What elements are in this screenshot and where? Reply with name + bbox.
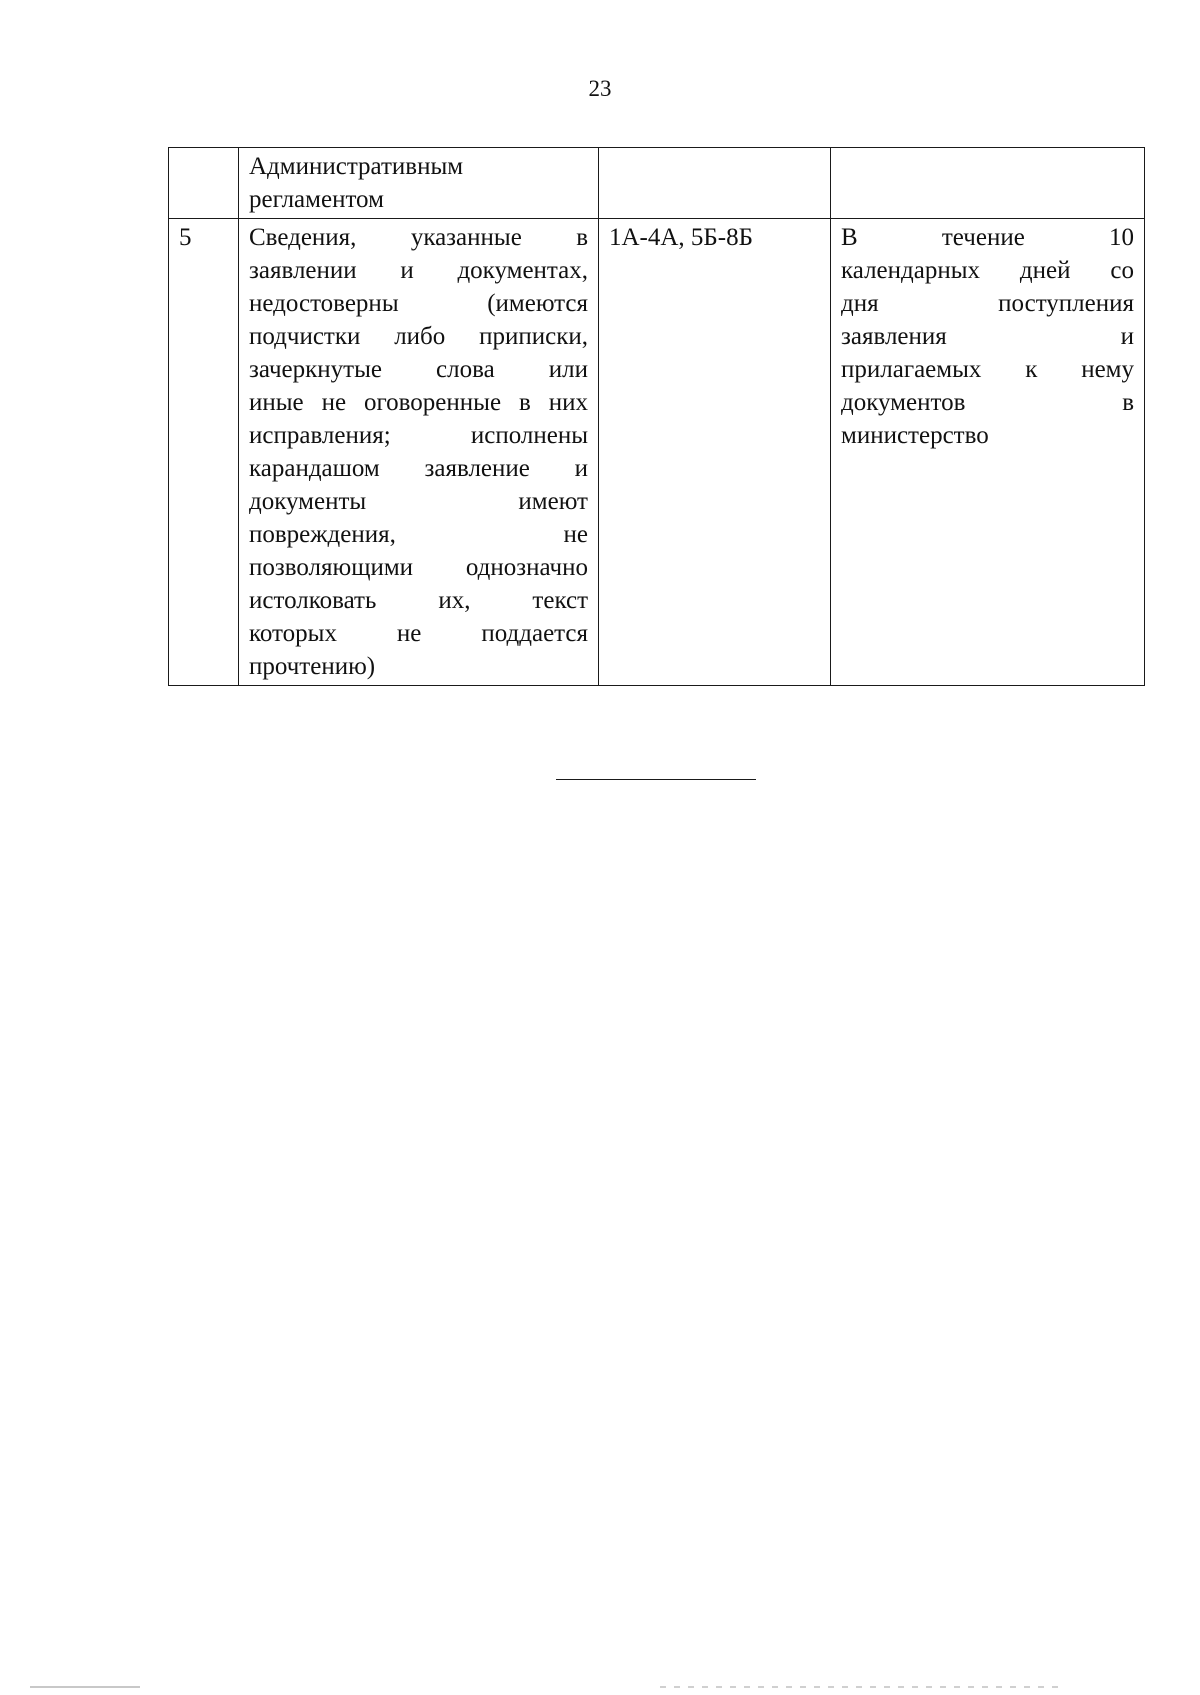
codes-cell: 1А-4А, 5Б-8Б — [599, 219, 831, 686]
condition-line: истолковать их, текст — [249, 587, 588, 614]
term-cell — [831, 219, 1145, 686]
table-row — [169, 148, 1145, 219]
condition-cell — [239, 219, 599, 686]
condition-line: исправления; исполнены — [249, 422, 588, 449]
document-table — [168, 147, 1145, 686]
condition-line: иные не оговоренные в них — [249, 389, 588, 416]
scan-artifact — [30, 1686, 140, 1688]
term-line: заявления и — [841, 323, 1134, 350]
condition-line: которых не поддается — [249, 620, 588, 647]
codes-cell — [599, 148, 831, 219]
condition-line: повреждения, не — [249, 521, 588, 548]
end-separator-line — [556, 779, 756, 780]
row-number-cell: 5 — [169, 219, 239, 686]
term-cell — [831, 148, 1145, 219]
term-line: В течение 10 — [841, 224, 1134, 251]
condition-cell — [239, 148, 599, 219]
condition-line: недостоверны (имеются — [249, 290, 588, 317]
scan-artifact — [660, 1686, 1060, 1688]
condition-line: зачеркнутые слова или — [249, 356, 588, 383]
condition-line: позволяющими однозначно — [249, 554, 588, 581]
condition-line: Сведения, указанные в — [249, 224, 588, 251]
condition-line: заявлении и документах, — [249, 257, 588, 284]
condition-line: подчистки либо приписки, — [249, 323, 588, 350]
condition-line: регламентом — [249, 186, 384, 213]
condition-line: карандашом заявление и — [249, 455, 588, 482]
condition-line: Административным — [249, 153, 464, 180]
term-line: министерство — [841, 422, 989, 449]
term-line: документов в — [841, 389, 1134, 416]
row-number-cell — [169, 148, 239, 219]
page-number: 23 — [588, 76, 612, 101]
condition-line: прочтению) — [249, 653, 376, 680]
condition-line: документы имеют — [249, 488, 588, 515]
table-row — [169, 219, 1145, 686]
term-line: дня поступления — [841, 290, 1134, 317]
term-line: прилагаемых к нему — [841, 356, 1134, 383]
term-line: календарных дней со — [841, 257, 1134, 284]
